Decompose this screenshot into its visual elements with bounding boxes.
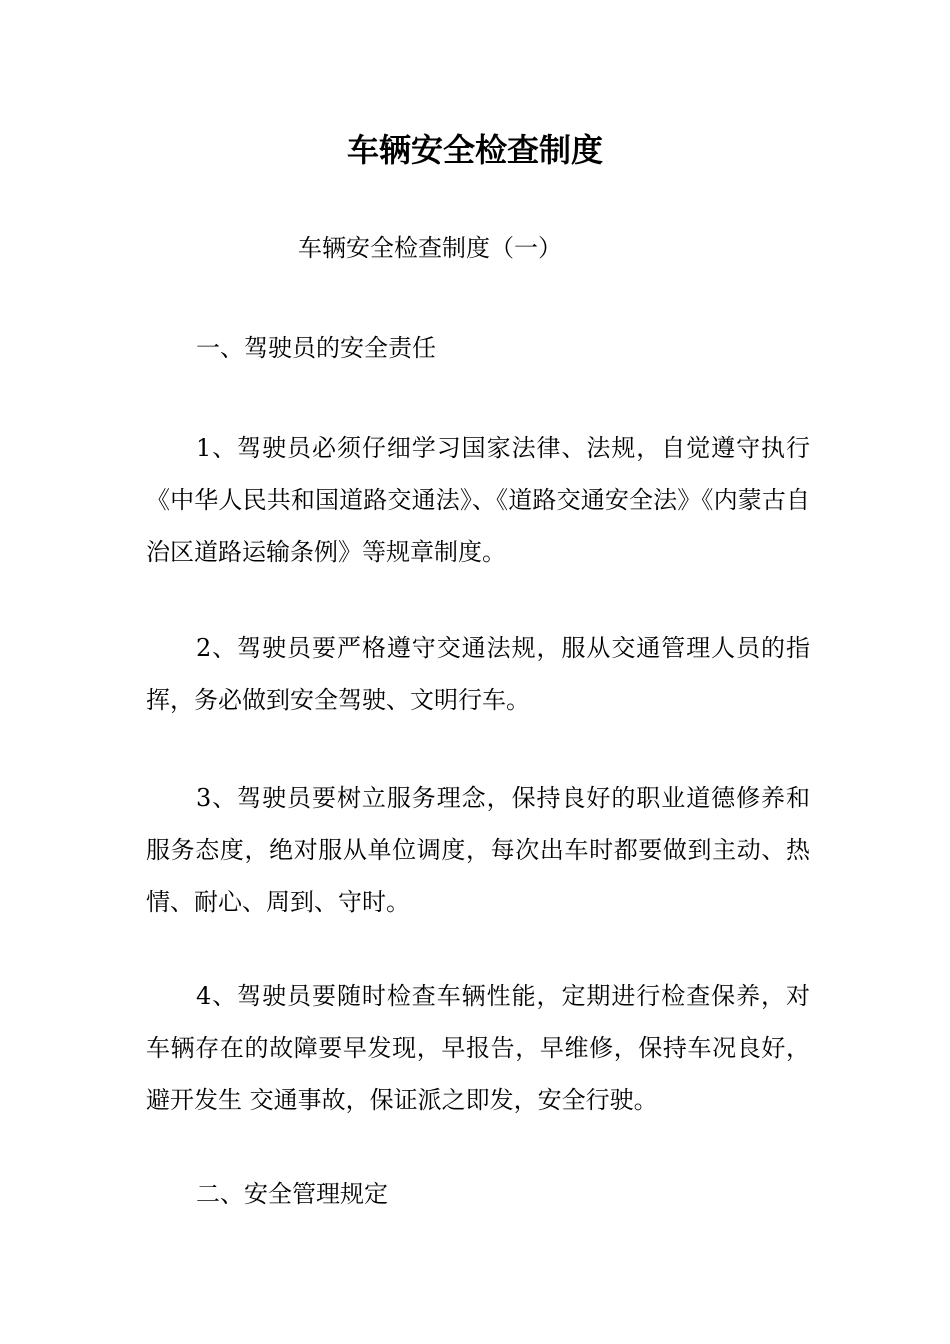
paragraph-1: 1、驾驶员必须仔细学习国家法律、法规，自觉遵守执行《中华人民共和国道路交通法》、《道路交通安全法》《内蒙古自治区道路运输条例》等规章制度。: [146, 434, 810, 566]
paragraph-2: 2、驾驶员要严格遵守交通法规，服从交通管理人员的指挥，务必做到安全驾驶、文明行车。: [146, 634, 810, 714]
section-heading-safety-management: 二、安全管理规定: [196, 1180, 388, 1208]
section-heading-driver-responsibility: 一、驾驶员的安全责任: [196, 334, 436, 362]
document-title: 车辆安全检查制度: [346, 131, 603, 169]
document-subtitle: 车辆安全检查制度（一）: [298, 234, 562, 262]
paragraph-3: 3、驾驶员要树立服务理念，保持良好的职业道德修养和服务态度，绝对服从单位调度，每次出车时都要做到主动、热情、耐心、周到、守时。: [146, 784, 810, 916]
paragraph-4: 4、驾驶员要随时检查车辆性能，定期进行检查保养，对车辆存在的故障要早发现，早报告，早维修，保持车况良好，避开发生 交通事故，保证派之即发，安全行驶。: [146, 982, 810, 1114]
